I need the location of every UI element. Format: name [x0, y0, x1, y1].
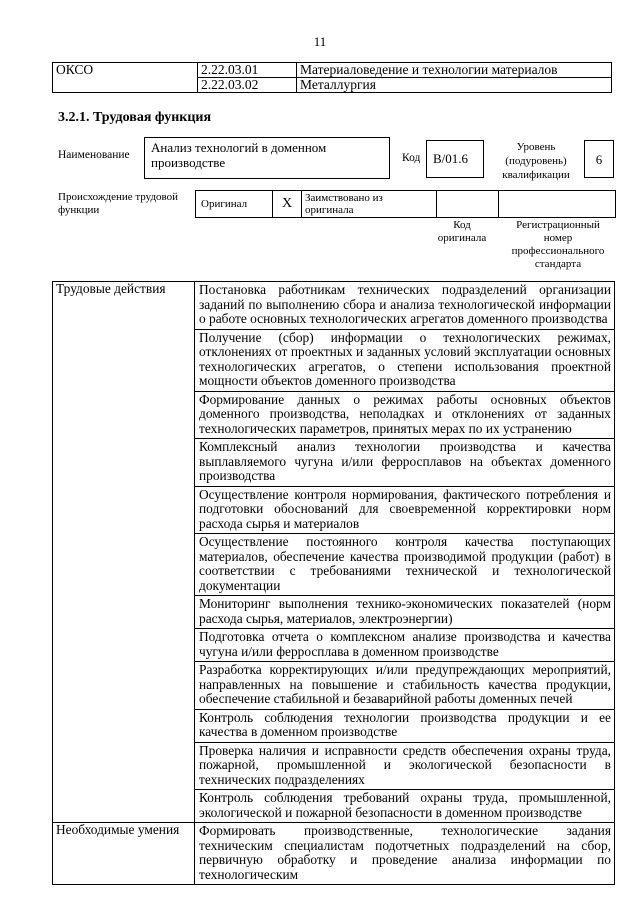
labor-action-item: Осуществление постоянного контроля качества поступающих материалов, обеспечение качества производимой продукции (работ) в соответствии с требованиями технической и технологической документации [195, 534, 615, 596]
labor-action-item: Мониторинг выполнения технико-экономических показателей (норм расхода сырья, материалов, электроэнергии) [195, 596, 615, 629]
labor-action-item: Осуществление контроля нормирования, фактического потребления и подготовки обоснований для своевременной корректировки норм расхода сырья и материалов [195, 486, 615, 534]
okso-code: 2.22.03.01 [198, 63, 297, 78]
labor-action-item: Получение (сбор) информации о технологических режимах, отклонениях от проектных и заданных условий эксплуатации основных технологических агрегатов, о степени использования проектной мощности объектов доменного производства [195, 329, 615, 391]
reg-number-caption: Регистрационный номер профессионального стандарта [511, 219, 605, 270]
original-label: Оригинал [196, 191, 273, 218]
level-box [584, 140, 614, 178]
required-skill-section-label: Необходимые умения [53, 823, 195, 885]
labor-action-item: Подготовка отчета о комплексном анализе производства и качества чугуна и/или ферросплава в доменном производстве [195, 629, 615, 662]
borrowed-label: Заимствовано из оригинала [302, 191, 437, 218]
code-original-caption: Код оригинала [437, 219, 487, 244]
function-code-box [426, 140, 484, 178]
origin-table [195, 190, 616, 218]
origin-label: Происхождение трудовой функции [58, 191, 179, 216]
labor-action-item: Контроль соблюдения требований охраны труда, промышленной, экологической и пожарной безопасности в доменном производстве [195, 790, 615, 823]
name-label: Наименование [58, 149, 130, 161]
labor-action-item: Постановка работникам технических подразделений организации заданий по выполнению сбора и анализа технологической информации о работе основных технологических агрегатов доменного производства [195, 282, 615, 330]
okso-code: 2.22.03.02 [198, 78, 297, 93]
okso-label: ОКСО [53, 63, 198, 93]
labor-action-item: Проверка наличия и исправности средств обеспечения охраны труда, пожарной, промышленной и экологической безопасности в технических подразделениях [195, 742, 615, 790]
required-skill-item: Формировать производственные, технологические задания техническим специалистам подотчетных подразделений на сбор, первичную обработку и проведение анализа информации по технологическим [195, 823, 615, 885]
level-value: 6 [595, 152, 603, 167]
original-code-cell [437, 191, 499, 218]
labor-action-item: Комплексный анализ технологии производства и качества выплавляемого чугуна и/или ферросплавов на объектах доменного производства [195, 439, 615, 487]
page-number: 11 [313, 34, 327, 49]
reg-number-cell [499, 191, 616, 218]
level-label: Уровень (подуровень) квалификации [502, 141, 570, 181]
function-name-value: Анализ технологий в доменном производстве [151, 140, 327, 170]
section-heading: 3.2.1. Трудовая функция [58, 110, 212, 125]
original-mark: X [273, 191, 302, 218]
labor-function-table [52, 281, 615, 885]
labor-action-item: Разработка корректирующих и/или предупреждающих мероприятий, направленных на повышение и стабильность качества продукции, обеспечение стабильной и безаварийной работы доменных печей [195, 662, 615, 710]
okso-name: Металлургия [297, 78, 612, 93]
code-label: Код [402, 152, 421, 164]
okso-table [52, 62, 612, 93]
labor-action-item: Формирование данных о режимах работы основных объектов доменного производства, неполадках и отклонениях от заданных технологических параметров, принятых мерах по их устранению [195, 391, 615, 439]
labor-action-row [53, 282, 615, 330]
function-code-value: B/01.6 [433, 151, 469, 166]
labor-action-section-label: Трудовые действия [53, 282, 195, 823]
labor-action-item: Контроль соблюдения технологии производства продукции и ее качества в доменном производстве [195, 709, 615, 742]
required-skill-row [53, 823, 615, 885]
function-name-box [144, 137, 390, 179]
okso-row [53, 63, 612, 78]
okso-name: Материаловедение и технологии материалов [297, 63, 612, 78]
